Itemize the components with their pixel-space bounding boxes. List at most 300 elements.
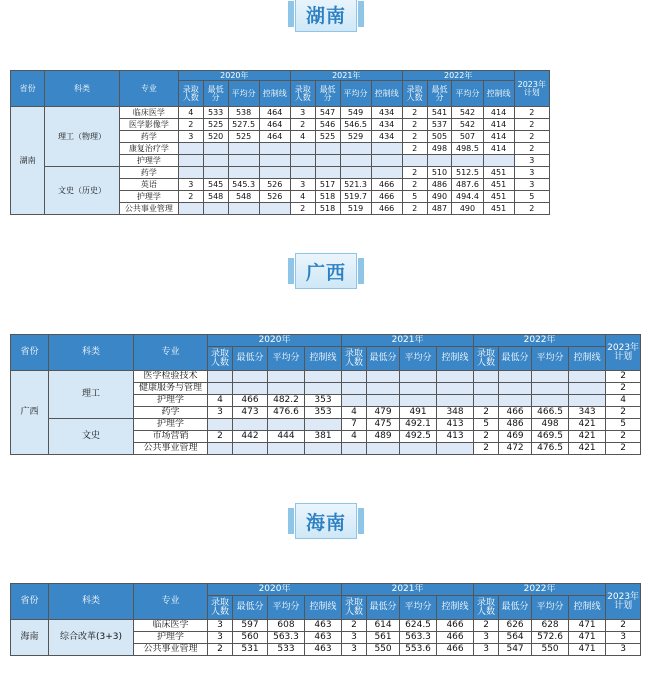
score-cell: 348 (437, 407, 474, 419)
province-cell: 广西 (11, 371, 49, 455)
score-cell: 463 (305, 632, 342, 644)
score-cell: 526 (259, 179, 290, 191)
score-cell: 2 (474, 443, 499, 455)
score-cell: 2 (208, 431, 233, 443)
header-text: 录取 (345, 348, 364, 359)
admission-table-hainan (10, 583, 641, 656)
major-cell: 护理学 (134, 419, 208, 431)
score-cell: 2 (208, 644, 233, 656)
col-header-min-score (203, 81, 228, 107)
score-cell: 466 (437, 620, 474, 632)
subject-cell: 理工 (49, 371, 134, 419)
score-cell: 517 (315, 179, 340, 191)
score-cell (340, 155, 371, 167)
admission-table-guangxi (10, 334, 641, 455)
score-cell: 548 (203, 191, 228, 203)
score-cell: 505 (427, 131, 452, 143)
score-cell: 486 (427, 179, 452, 191)
col-header-control-line: 控制线 (569, 596, 606, 620)
score-cell (342, 443, 367, 455)
major-cell: 市场营销 (134, 431, 208, 443)
plan-header-label: 计划 (614, 600, 633, 611)
score-cell (203, 155, 228, 167)
plan-cell: 2 (606, 407, 641, 419)
score-cell: 512.5 (452, 167, 483, 179)
score-cell (305, 419, 342, 431)
table-row (11, 167, 550, 179)
score-cell: 541 (427, 107, 452, 119)
col-header-control-line: 控制线 (437, 347, 474, 371)
score-cell: 519.7 (340, 191, 371, 203)
major-cell: 英语 (119, 179, 178, 191)
score-cell (259, 203, 290, 215)
plan-cell: 3 (514, 167, 549, 179)
score-cell: 476.6 (268, 407, 305, 419)
col-header-control-line: 控制线 (305, 347, 342, 371)
subject-cell: 文史（历史） (45, 167, 120, 215)
col-header-admitted (208, 347, 233, 371)
col-header-min-score (315, 81, 340, 107)
score-cell: 469 (499, 431, 532, 443)
score-cell: 2 (178, 191, 203, 203)
score-cell: 526 (259, 191, 290, 203)
score-cell (400, 383, 437, 395)
score-cell: 3 (208, 632, 233, 644)
score-cell: 413 (437, 431, 474, 443)
score-cell: 444 (268, 431, 305, 443)
score-cell: 545.3 (228, 179, 259, 191)
score-cell: 525 (315, 131, 340, 143)
score-cell: 525 (203, 119, 228, 131)
header-text: 人数 (477, 606, 496, 617)
score-cell: 561 (367, 632, 400, 644)
header-text: 录取 (210, 348, 229, 359)
score-cell (208, 419, 233, 431)
col-header-control-line: 控制线 (371, 81, 402, 107)
score-cell: 491 (400, 407, 437, 419)
plan-cell: 3 (606, 632, 641, 644)
plan-cell: 3 (514, 155, 549, 167)
col-header-control-line: 控制线 (569, 347, 606, 371)
plan-cell: 5 (514, 191, 549, 203)
score-cell: 553.6 (400, 644, 437, 656)
score-cell: 4 (342, 431, 367, 443)
score-cell: 353 (305, 395, 342, 407)
header-text: 人数 (210, 606, 229, 617)
score-cell: 628 (532, 620, 569, 632)
header-text: 人数 (182, 92, 199, 102)
col-header-year2022: 2022年 (474, 584, 606, 596)
score-cell: 3 (474, 644, 499, 656)
score-cell: 463 (305, 620, 342, 632)
score-cell (569, 395, 606, 407)
score-cell (367, 371, 400, 383)
score-cell: 466 (499, 407, 532, 419)
header-text: 分 (435, 92, 444, 102)
col-header-year2021: 2021年 (290, 71, 402, 81)
score-cell: 3 (290, 179, 315, 191)
score-cell: 546 (315, 119, 340, 131)
score-cell: 414 (483, 119, 514, 131)
section-title: 湖南 (305, 4, 346, 27)
header-text: 录取 (477, 348, 496, 359)
score-cell: 471 (569, 644, 606, 656)
score-cell: 547 (499, 644, 532, 656)
plan-cell: 2 (514, 119, 549, 131)
col-header-avg-score: 平均分 (228, 81, 259, 107)
section-banner-guangxi (295, 253, 357, 289)
score-cell (371, 167, 402, 179)
score-cell (268, 371, 305, 383)
score-cell: 2 (474, 620, 499, 632)
col-header-avg-score: 平均分 (532, 596, 569, 620)
score-cell: 472 (499, 443, 532, 455)
score-cell (437, 383, 474, 395)
col-header-year2022: 2022年 (474, 335, 606, 347)
score-cell: 542 (452, 119, 483, 131)
score-cell: 529 (340, 131, 371, 143)
score-cell: 492.5 (400, 431, 437, 443)
col-header-province: 省份 (11, 335, 49, 371)
score-cell: 5 (402, 191, 427, 203)
score-cell: 2 (402, 131, 427, 143)
score-cell (178, 155, 203, 167)
score-cell (340, 143, 371, 155)
col-header-year2021: 2021年 (342, 584, 474, 596)
score-cell: 3 (208, 407, 233, 419)
section-title: 海南 (305, 511, 346, 534)
col-header-min-score: 最低分 (233, 596, 268, 620)
score-cell: 3 (342, 644, 367, 656)
header-text: 人数 (345, 606, 364, 617)
col-header-min-score: 最低分 (233, 347, 268, 371)
score-cell (437, 443, 474, 455)
score-cell: 2 (402, 179, 427, 191)
col-header-min-score (427, 81, 452, 107)
score-cell: 545 (203, 179, 228, 191)
score-cell: 487 (427, 203, 452, 215)
score-cell: 525 (228, 131, 259, 143)
score-cell: 3 (474, 632, 499, 644)
header-text: 录取 (210, 597, 229, 608)
score-cell: 421 (569, 443, 606, 455)
score-cell: 466 (371, 191, 402, 203)
score-cell: 464 (259, 119, 290, 131)
col-header-avg-score: 平均分 (400, 596, 437, 620)
score-cell (259, 143, 290, 155)
major-cell: 护理学 (119, 155, 178, 167)
plan-cell: 5 (606, 419, 641, 431)
score-cell: 471 (569, 620, 606, 632)
score-cell: 626 (499, 620, 532, 632)
score-cell: 608 (268, 620, 305, 632)
col-header-admitted (208, 596, 233, 620)
score-cell (474, 383, 499, 395)
score-cell: 572.6 (532, 632, 569, 644)
header-text: 人数 (345, 357, 364, 368)
score-cell: 507 (452, 131, 483, 143)
score-cell (315, 167, 340, 179)
score-cell: 549 (340, 107, 371, 119)
score-cell: 498 (532, 419, 569, 431)
score-cell (402, 155, 427, 167)
section-banner-hainan (295, 503, 357, 539)
major-cell: 药学 (119, 167, 178, 179)
score-cell: 597 (233, 620, 268, 632)
col-header-subject: 科类 (49, 335, 134, 371)
col-header-control-line: 控制线 (483, 81, 514, 107)
col-header-plan (606, 335, 641, 371)
score-cell: 451 (483, 203, 514, 215)
score-cell: 563.3 (400, 632, 437, 644)
score-cell (233, 371, 268, 383)
col-header-avg-score: 平均分 (400, 347, 437, 371)
score-cell: 451 (483, 179, 514, 191)
score-cell (178, 203, 203, 215)
score-cell: 4 (290, 131, 315, 143)
plan-header-label: 计划 (523, 87, 540, 97)
score-cell (437, 395, 474, 407)
col-header-avg-score: 平均分 (340, 81, 371, 107)
section-title: 广西 (305, 261, 346, 284)
score-cell: 466 (437, 644, 474, 656)
score-cell: 614 (367, 620, 400, 632)
score-cell: 434 (371, 119, 402, 131)
score-cell: 3 (208, 620, 233, 632)
subject-cell: 理工（物理） (45, 107, 120, 167)
plan-cell: 2 (514, 131, 549, 143)
score-cell (268, 419, 305, 431)
score-cell: 521.3 (340, 179, 371, 191)
score-cell: 3 (178, 179, 203, 191)
major-cell: 公共事业管理 (119, 203, 178, 215)
score-cell (367, 395, 400, 407)
plan-cell: 2 (606, 383, 641, 395)
score-cell (228, 203, 259, 215)
major-cell: 临床医学 (134, 620, 208, 632)
header-text: 最低 (431, 84, 448, 94)
plan-cell: 4 (606, 395, 641, 407)
header-text: 录取 (182, 84, 199, 94)
score-cell: 4 (342, 407, 367, 419)
plan-header-year: 2023年 (607, 342, 640, 353)
score-cell (203, 203, 228, 215)
score-cell (228, 155, 259, 167)
score-cell (233, 419, 268, 431)
major-cell: 护理学 (134, 395, 208, 407)
score-cell (208, 383, 233, 395)
score-cell (203, 167, 228, 179)
score-cell: 7 (342, 419, 367, 431)
score-cell (203, 143, 228, 155)
table-row (11, 620, 641, 632)
major-cell: 公共事业管理 (134, 644, 208, 656)
section-banner-hunan (295, 0, 357, 32)
major-cell: 药学 (134, 407, 208, 419)
score-cell: 537 (427, 119, 452, 131)
col-header-admitted (290, 81, 315, 107)
score-cell (340, 167, 371, 179)
score-cell: 498.5 (452, 143, 483, 155)
subject-cell: 文史 (49, 419, 134, 455)
score-cell (532, 395, 569, 407)
header-text: 录取 (294, 84, 311, 94)
score-cell (228, 167, 259, 179)
col-header-control-line: 控制线 (305, 596, 342, 620)
score-cell: 550 (367, 644, 400, 656)
score-cell (290, 155, 315, 167)
score-cell: 563.3 (268, 632, 305, 644)
score-cell (569, 371, 606, 383)
plan-cell: 2 (514, 107, 549, 119)
score-cell: 490 (452, 203, 483, 215)
score-cell: 490 (427, 191, 452, 203)
score-cell (315, 143, 340, 155)
score-cell (499, 383, 532, 395)
score-cell: 487.6 (452, 179, 483, 191)
col-header-avg-score: 平均分 (268, 347, 305, 371)
col-header-admitted (342, 347, 367, 371)
score-cell: 471 (569, 632, 606, 644)
score-cell: 353 (305, 407, 342, 419)
score-cell (400, 395, 437, 407)
score-cell (499, 395, 532, 407)
score-cell: 492.1 (400, 419, 437, 431)
major-cell: 健康服务与管理 (134, 383, 208, 395)
col-header-avg-score: 平均分 (452, 81, 483, 107)
score-cell: 489 (367, 431, 400, 443)
score-cell (474, 395, 499, 407)
major-cell: 护理学 (119, 191, 178, 203)
score-cell (342, 395, 367, 407)
province-cell: 海南 (11, 620, 49, 656)
score-cell: 434 (371, 131, 402, 143)
col-header-major: 专业 (134, 335, 208, 371)
score-cell: 421 (569, 431, 606, 443)
score-cell: 4 (290, 191, 315, 203)
score-cell: 442 (233, 431, 268, 443)
score-cell: 482.2 (268, 395, 305, 407)
score-cell: 466.5 (532, 407, 569, 419)
col-header-year2020: 2020年 (208, 584, 342, 596)
col-header-avg-score: 平均分 (268, 596, 305, 620)
score-cell: 3 (342, 632, 367, 644)
score-cell: 464 (259, 107, 290, 119)
header-text: 最低 (207, 84, 224, 94)
col-header-control-line: 控制线 (437, 596, 474, 620)
col-header-year2021: 2021年 (342, 335, 474, 347)
score-cell: 2 (474, 431, 499, 443)
score-cell: 473 (233, 407, 268, 419)
score-cell (569, 383, 606, 395)
score-cell: 463 (305, 644, 342, 656)
col-header-avg-score: 平均分 (532, 347, 569, 371)
score-cell: 2 (402, 203, 427, 215)
major-cell: 公共事业管理 (134, 443, 208, 455)
score-cell: 475 (367, 419, 400, 431)
score-cell: 519 (340, 203, 371, 215)
score-cell: 527.5 (228, 119, 259, 131)
col-header-subject: 科类 (49, 584, 134, 620)
score-cell: 421 (569, 419, 606, 431)
table-row (11, 107, 550, 119)
score-cell (178, 167, 203, 179)
score-cell: 2 (402, 143, 427, 155)
col-header-subject: 科类 (45, 71, 120, 107)
province-cell: 湖南 (11, 107, 45, 215)
admission-table-hunan (10, 70, 550, 215)
col-header-major: 专业 (119, 71, 178, 107)
score-cell (400, 443, 437, 455)
plan-cell: 2 (606, 371, 641, 383)
score-cell: 518 (315, 203, 340, 215)
score-cell: 3 (290, 107, 315, 119)
score-cell: 2 (290, 119, 315, 131)
score-cell (371, 155, 402, 167)
header-text: 分 (211, 92, 220, 102)
score-cell: 494.4 (452, 191, 483, 203)
plan-header-year: 2023年 (607, 591, 640, 602)
score-cell (315, 155, 340, 167)
score-cell (342, 371, 367, 383)
score-cell: 3 (178, 131, 203, 143)
score-cell: 2 (402, 119, 427, 131)
header-text: 分 (323, 92, 332, 102)
score-cell: 564 (499, 632, 532, 644)
score-cell: 381 (305, 431, 342, 443)
score-cell: 4 (208, 395, 233, 407)
score-cell: 2 (342, 620, 367, 632)
plan-cell: 2 (606, 431, 641, 443)
score-cell: 413 (437, 419, 474, 431)
score-cell: 518 (315, 191, 340, 203)
score-cell: 542 (452, 107, 483, 119)
col-header-min-score: 最低分 (499, 347, 532, 371)
plan-cell: 2 (606, 620, 641, 632)
major-cell: 康复治疗学 (119, 143, 178, 155)
score-cell (427, 155, 452, 167)
score-cell: 547 (315, 107, 340, 119)
score-cell (208, 443, 233, 455)
col-header-province: 省份 (11, 71, 45, 107)
score-cell: 533 (203, 107, 228, 119)
major-cell: 医学检验技术 (134, 371, 208, 383)
score-cell: 466 (371, 203, 402, 215)
col-header-plan (606, 584, 641, 620)
header-text: 人数 (294, 92, 311, 102)
score-cell (400, 371, 437, 383)
score-cell: 548 (228, 191, 259, 203)
score-cell (290, 167, 315, 179)
score-cell (305, 371, 342, 383)
score-cell (532, 371, 569, 383)
score-cell: 451 (483, 167, 514, 179)
col-header-admitted (474, 596, 499, 620)
score-cell (228, 143, 259, 155)
score-cell: 343 (569, 407, 606, 419)
header-text: 录取 (406, 84, 423, 94)
score-cell (233, 443, 268, 455)
score-cell: 2 (178, 119, 203, 131)
score-cell (452, 155, 483, 167)
score-cell: 2 (290, 203, 315, 215)
score-cell: 538 (228, 107, 259, 119)
header-text: 人数 (210, 357, 229, 368)
score-cell: 451 (483, 191, 514, 203)
col-header-min-score: 最低分 (367, 596, 400, 620)
score-cell: 464 (259, 131, 290, 143)
score-cell (483, 155, 514, 167)
